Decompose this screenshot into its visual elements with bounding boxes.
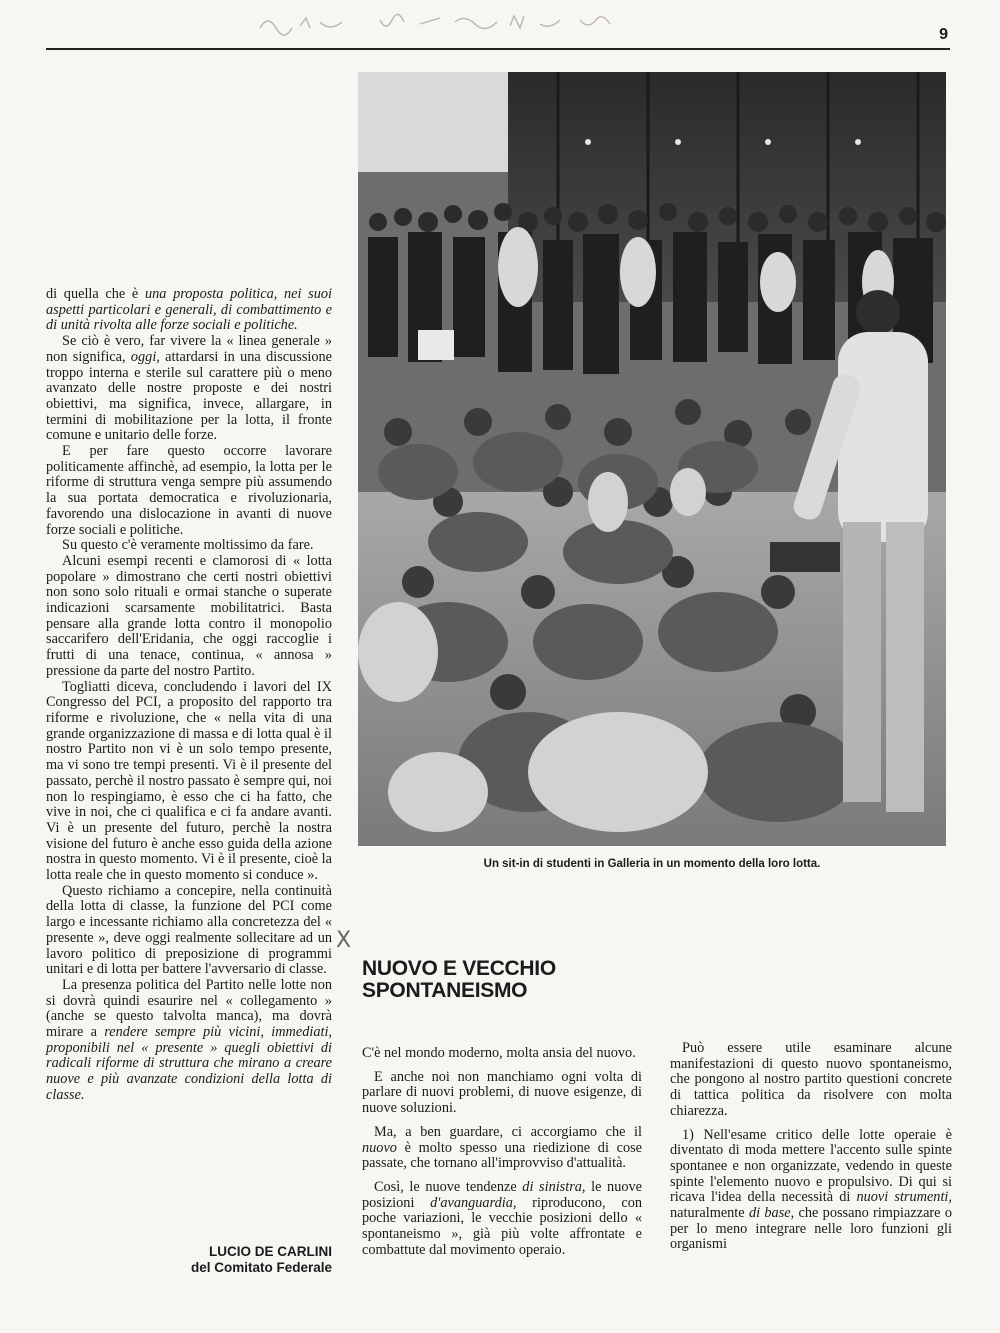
text-run: che possano rimpiazzare o per lo meno integrare nelle loro funzioni gli organismi bbox=[670, 1205, 952, 1253]
paragraph bbox=[46, 554, 332, 680]
paragraph bbox=[46, 538, 332, 554]
text-run: Ma, a ben guardare, ci accorgiamo che il bbox=[374, 1123, 642, 1140]
text-run: Questo richiamo a concepire, nella continuità della lotta di classe, la funzione del PCI come largo e incessante richiamo alla concretezza del « presente », deve oggi realmente sollecitare ad un lavoro politico di preposizione di programmi unitari e di lotta per battere l'avversario di classe. bbox=[46, 882, 332, 978]
text-run: naturalmente bbox=[670, 1205, 749, 1222]
paragraph bbox=[46, 680, 332, 884]
author-name: LUCIO DE CARLINI bbox=[209, 1244, 332, 1259]
text-run: attardarsi in una discussione troppo interna e sterile sul carattere più o meno avanzato delle nostre proposte e dei nostri obiettivi, ma significa, invece, allargare, in termini di mobilitazione per la lotta, il fronte comune e unitario delle forze. bbox=[46, 348, 332, 444]
italic-run: di sinistra, bbox=[522, 1178, 586, 1195]
text-run: Può essere utile esaminare alcune manifestazioni di questo nuovo spontaneismo, che pongono al nostro partito questioni concrete di tattica politica da risolvere con molta chiarezza. bbox=[670, 1040, 952, 1119]
text-run: riproducono, con poche variazioni, le vecchie posizioni dello « spontaneismo », già più volte affrontate e combattute dal movimento operaio. bbox=[362, 1194, 642, 1258]
italic-run: una proposta politica, nei suoi aspetti particolari e generali, di combattimento e di unità rivolta alle forze sociali e politiche. bbox=[46, 286, 332, 334]
handwritten-annotation bbox=[250, 8, 670, 38]
paragraph bbox=[46, 287, 332, 334]
text-run: Su questo c'è veramente moltissimo da fare. bbox=[62, 537, 314, 554]
text-run: è molto spesso una riedizione di cose passate, che tornano all'improvviso d'attualità. bbox=[362, 1139, 642, 1172]
text-run: di quella che è bbox=[46, 286, 145, 302]
paragraph bbox=[670, 1041, 952, 1120]
paragraph bbox=[362, 1125, 642, 1172]
italic-run: rendere sempre più vicini, immediati, proponibili nel « presente » quegli obiettivi di radicali riforme di struttura che mirano a creare nuove e più avanzate condizioni della lotta di classe. bbox=[46, 1024, 332, 1103]
pencil-mark: X bbox=[336, 928, 352, 953]
text-run: le nuove posizioni bbox=[362, 1178, 642, 1211]
italic-run: nuovi strumenti, bbox=[856, 1189, 952, 1206]
paragraph bbox=[46, 334, 332, 444]
italic-run: nuovo bbox=[362, 1139, 397, 1156]
paragraph bbox=[46, 884, 332, 978]
paragraph bbox=[46, 978, 332, 1104]
page-number: 9 bbox=[939, 26, 948, 43]
italic-run: d'avanguardia, bbox=[430, 1194, 517, 1211]
text-run: Così, le nuove tendenze bbox=[374, 1178, 523, 1195]
author-signature bbox=[46, 1244, 332, 1276]
text-run: La presenza politica del Partito nelle lotte non si dovrà quindi esaurire nel « collegamento » (anche se questo talvolta manca), ma dovrà mirare a bbox=[46, 976, 332, 1041]
paragraph bbox=[46, 444, 332, 538]
article-middle-column bbox=[362, 1046, 642, 1266]
headline-line-2: SPONTANEISMO bbox=[362, 979, 528, 1002]
text-run: Alcuni esempi recenti e clamorosi di « lotta popolare » dimostrano che certi nostri obiettivi non sono solo rituali e ormai stanche o superate indicazioni scarsamente mobilitatrici. Basta pensare alla grande lotta contro il monopolio saccarifero dell'Eridania, che oggi raccoglie i frutti di una tenace, continua, « annosa » pressione da parte del nostro Partito. bbox=[46, 552, 332, 679]
text-run: Togliatti diceva, concludendo i lavori del IX Congresso del PCI, a proposito del rapporto tra riforme e rivoluzione, che « nella vita di una grande organizzazione di massa e di lotta qual è il nostro Partito non vi è un solo tempo presente, ma vi sono tre tempi presenti. Vi è il presente del passato, perchè il nostro passato è sempre qui, noi non lo respingiamo, è esso che ci ha fatto, che vive in noi, che ci qualifica e ci fa andare avanti. Vi è un presente del futuro, perchè la nostra visione del futuro è anche esso guida della azione nostra in questo momento. Vi è il presente, cioè la lotta reale che in questo momento si conduce ». bbox=[46, 678, 332, 884]
left-column bbox=[46, 287, 332, 1104]
photo-caption: Un sit-in di studenti in Galleria in un momento della loro lotta. bbox=[483, 858, 821, 870]
paragraph bbox=[362, 1180, 642, 1259]
photo-illustration bbox=[358, 72, 946, 846]
italic-run: di base, bbox=[748, 1205, 795, 1222]
text-run: Se ciò è vero, far vivere la « linea generale » non significa, bbox=[46, 333, 332, 365]
paragraph bbox=[362, 1070, 642, 1117]
italic-run: oggi, bbox=[130, 348, 160, 365]
paragraph bbox=[670, 1128, 952, 1254]
paragraph bbox=[362, 1046, 642, 1062]
text-run: E anche noi non manchiamo ogni volta di parlare di nuovi problemi, di nuove esigenze, di nuove soluzioni. bbox=[362, 1068, 642, 1117]
header-rule bbox=[46, 48, 950, 50]
protest-photo bbox=[358, 72, 946, 846]
author-role: del Comitato Federale bbox=[190, 1260, 332, 1275]
article-headline bbox=[362, 958, 762, 1002]
text-run: E per fare questo occorre lavorare politicamente affinchè, ad esempio, la lotta per le riforme di struttura venga sempre più assumendo la sua portata democratica e rivoluzionaria, favorendo una dislocazione in avanti di nuove forze sociali e politiche. bbox=[46, 443, 332, 538]
text-run: C'è nel mondo moderno, molta ansia del nuovo. bbox=[362, 1045, 636, 1061]
article-right-column bbox=[670, 1041, 952, 1261]
headline-line-1: NUOVO E VECCHIO bbox=[362, 957, 556, 980]
text-run: 1) Nell'esame critico delle lotte operaie è diventato di moda mettere l'accento sulle spinte spontanee e non organizzate, vedendo in queste spinte l'elemento nuovo e propulsivo. Di qui si ricava l'idea della necessità di bbox=[670, 1126, 952, 1206]
